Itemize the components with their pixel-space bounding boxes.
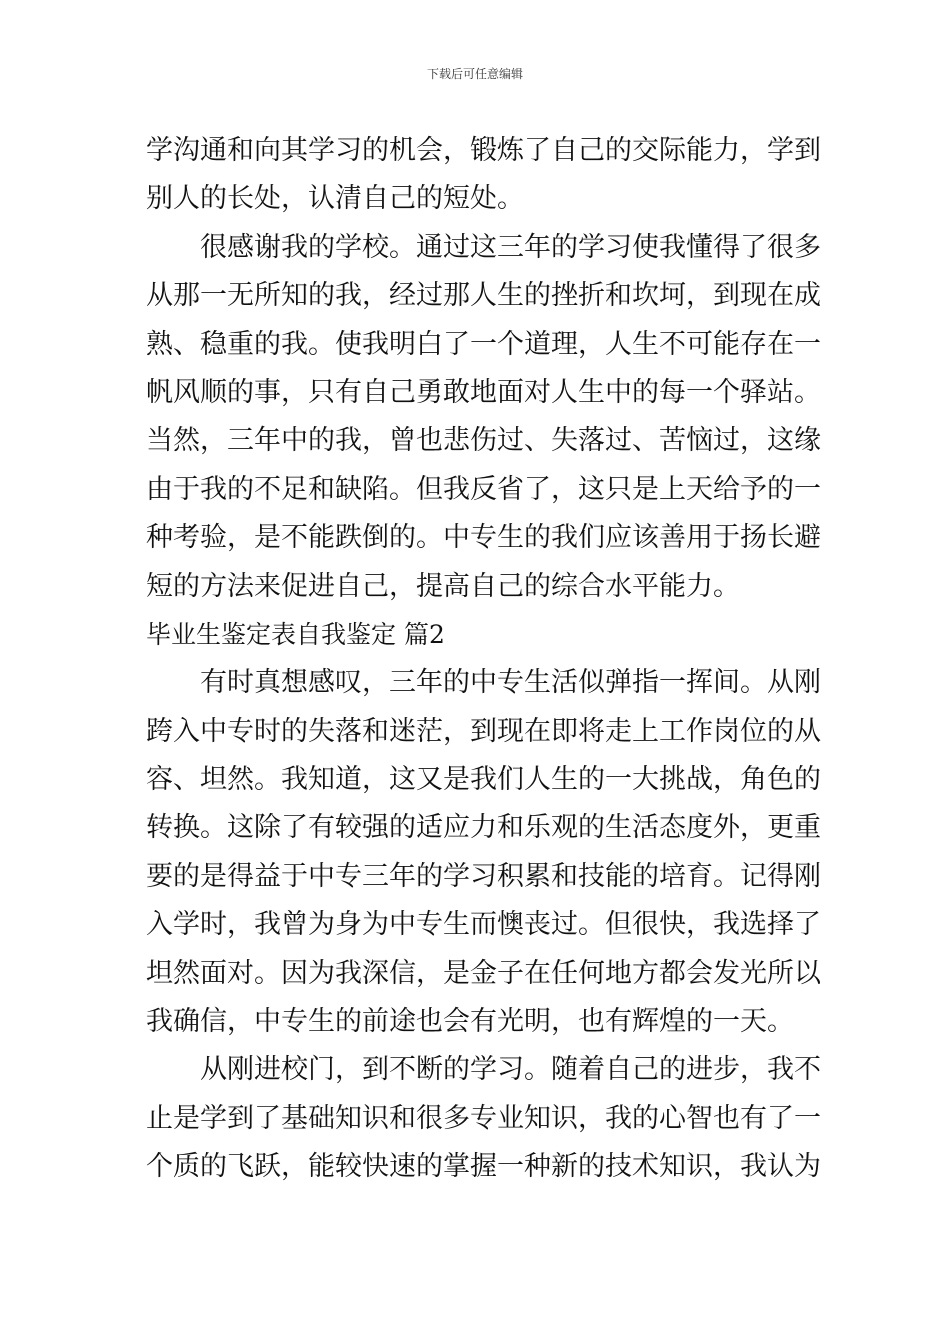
text-line: 容、坦然。我知道，这又是我们人生的一大挑战，角色的	[146, 764, 821, 796]
text-line: 从刚进校门，到不断的学习。随着自己的进步，我不	[200, 1054, 821, 1086]
text-line: 帆风顺的事，只有自己勇敢地面对人生中的每一个驿站。	[146, 376, 821, 408]
text-line: 种考验，是不能跌倒的。中专生的我们应该善用于扬长避	[146, 522, 821, 554]
text-line: 要的是得益于中专三年的学习积累和技能的培育。记得刚	[146, 860, 821, 892]
text-line: 有时真想感叹，三年的中专生活似弹指一挥间。从刚	[200, 667, 821, 699]
text-line: 短的方法来促进自己，提高自己的综合水平能力。	[146, 570, 740, 602]
page-header: 下载后可任意编辑	[426, 67, 523, 81]
document-body	[146, 127, 821, 1192]
text-line: 学沟通和向其学习的机会，锻炼了自己的交际能力，学到	[146, 135, 821, 166]
text-line: 熟、稳重的我。使我明白了一个道理，人生不可能存在一	[146, 328, 821, 360]
text-line: 我确信，中专生的前途也会有光明，也有辉煌的一天。	[146, 1006, 794, 1038]
text-line: 由于我的不足和缺陷。但我反省了，这只是上天给予的一	[146, 473, 821, 505]
text-line: 坦然面对。因为我深信，是金子在任何地方都会发光所以	[146, 957, 821, 989]
text-line: 很感谢我的学校。通过这三年的学习使我懂得了很多	[200, 231, 821, 263]
text-line: 从那一无所知的我，经过那人生的挫折和坎坷，到现在成	[146, 280, 821, 312]
text-line: 跨入中专时的失落和迷茫，到现在即将走上工作岗位的从	[146, 715, 821, 747]
text-line: 转换。这除了有较强的适应力和乐观的生活态度外，更重	[146, 812, 821, 844]
text-line: 别人的长处，认清自己的短处。	[146, 183, 524, 215]
text-line: 入学时，我曾为身为中专生而懊丧过。但很快，我选择了	[146, 909, 821, 941]
section-heading: 毕业生鉴定表自我鉴定 篇2	[146, 619, 445, 649]
text-line: 当然，三年中的我，曾也悲伤过、失落过、苦恼过，这缘	[146, 425, 821, 457]
text-line: 个质的飞跃，能较快速的掌握一种新的技术知识，我认为	[146, 1151, 821, 1183]
text-line: 止是学到了基础知识和很多专业知识，我的心智也有了一	[146, 1102, 821, 1134]
